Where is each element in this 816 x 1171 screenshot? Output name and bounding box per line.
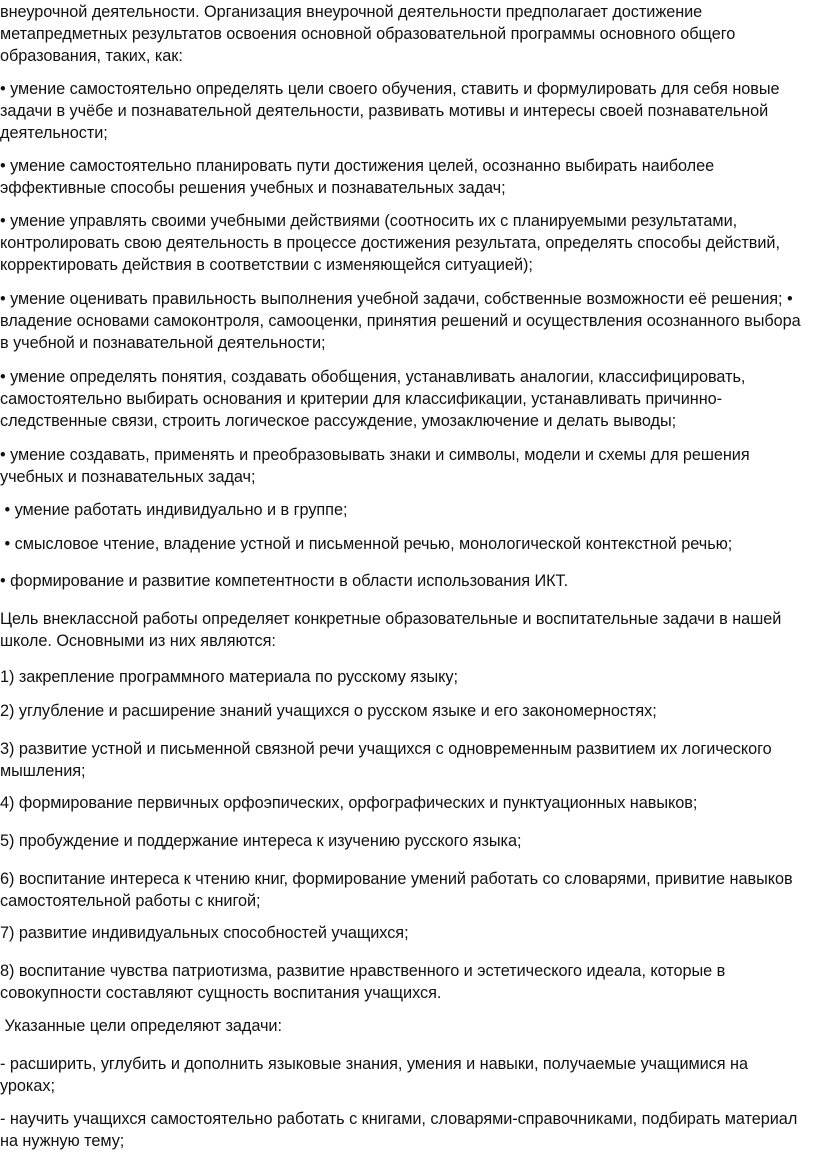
paragraph: [0, 960, 816, 1004]
text-line: 7) развитие индивидуальных способностей учащихся;: [0, 924, 409, 942]
text-line: следственные связи, строить логическое рассуждение, умозаключение и делать выводы;: [0, 412, 677, 430]
text-line: мышления;: [0, 762, 86, 780]
text-line: задачи в учёбе и познавательной деятельности, развивать мотивы и интересы своей познавательной: [0, 102, 769, 120]
paragraph: [0, 155, 816, 199]
text-line: • умение создавать, применять и преобразовывать знаки и символы, модели и схемы для решения: [0, 446, 750, 464]
paragraph: [0, 1108, 816, 1152]
paragraph: [0, 444, 816, 488]
paragraph: [0, 1053, 816, 1097]
text-line: контролировать свою деятельность в процессе достижения результата, определять способы действий,: [0, 234, 780, 252]
text-line: • формирование и развитие компетентности в области использования ИКТ.: [0, 572, 569, 590]
paragraph: [0, 700, 816, 722]
paragraph: [0, 1015, 816, 1037]
paragraph: [0, 868, 816, 912]
text-line: образования, таких, как:: [0, 47, 183, 65]
paragraph: [0, 78, 816, 144]
text-line: в учебной и познавательной деятельности;: [0, 334, 326, 352]
text-line: 2) углубление и расширение знаний учащихся о русском языке и его закономерностях;: [0, 702, 657, 720]
text-line: совокупности составляют сущность воспитания учащихся.: [0, 984, 442, 1002]
paragraph: [0, 738, 816, 782]
paragraph: [0, 210, 816, 276]
text-line: 8) воспитание чувства патриотизма, развитие нравственного и эстетического идеала, которые в: [0, 962, 726, 980]
text-line: эффективные способы решения учебных и познавательных задач;: [0, 179, 506, 197]
paragraph: [0, 666, 816, 688]
text-line: 5) пробуждение и поддержание интереса к изучению русского языка;: [0, 832, 522, 850]
text-line: - расширить, углубить и дополнить языковые знания, умения и навыки, получаемые учащимися на: [0, 1055, 748, 1073]
text-line: - научить учащихся самостоятельно работать с книгами, словарями-справочниками, подбирать материал: [0, 1110, 798, 1128]
paragraph: [0, 570, 816, 592]
text-line: 4) формирование первичных орфоэпических, орфографических и пунктуационных навыков;: [0, 794, 698, 812]
text-line: владение основами самоконтроля, самооценки, принятия решений и осуществления осознанного выбора: [0, 312, 801, 330]
text-line: школе. Основными из них являются:: [0, 632, 276, 650]
text-line: 3) развитие устной и письменной связной речи учащихся с одновременным развитием их логического: [0, 740, 772, 758]
paragraph: [0, 608, 816, 652]
text-line: 6) воспитание интереса к чтению книг, формирование умений работать со словарями, привитие навыков: [0, 870, 793, 888]
text-line: • умение работать индивидуально и в группе;: [0, 501, 348, 519]
paragraph: [0, 830, 816, 852]
text-line: уроках;: [0, 1077, 55, 1095]
text-line: • смысловое чтение, владение устной и письменной речью, монологической контекстной речью;: [0, 535, 733, 553]
text-line: • умение самостоятельно определять цели своего обучения, ставить и формулировать для себя новые: [0, 80, 780, 98]
text-line: • умение управлять своими учебными действиями (соотносить их с планируемыми результатами,: [0, 212, 738, 230]
paragraph: [0, 922, 816, 944]
paragraph: [0, 366, 816, 432]
text-line: самостоятельно выбирать основания и критерии для классификации, устанавливать причинно-: [0, 390, 723, 408]
paragraph: [0, 288, 816, 354]
text-line: самостоятельной работы с книгой;: [0, 892, 261, 910]
paragraph: [0, 792, 816, 814]
text-line: внеурочной деятельности. Организация внеурочной деятельности предполагает достижение: [0, 3, 703, 21]
text-line: метапредметных результатов освоения основной образовательной программы основного общего: [0, 25, 736, 43]
text-line: учебных и познавательных задач;: [0, 468, 256, 486]
text-line: • умение оценивать правильность выполнения учебной задачи, собственные возможности её решения; •: [0, 290, 793, 308]
text-line: • умение определять понятия, создавать обобщения, устанавливать аналогии, классифицировать,: [0, 368, 746, 386]
text-line: корректировать действия в соответствии с изменяющейся ситуацией);: [0, 256, 533, 274]
text-line: • умение самостоятельно планировать пути достижения целей, осознанно выбирать наиболее: [0, 157, 715, 175]
text-line: Указанные цели определяют задачи:: [0, 1017, 282, 1035]
text-line: 1) закрепление программного материала по русскому языку;: [0, 668, 458, 686]
paragraph: [0, 499, 816, 521]
text-line: деятельности;: [0, 124, 108, 142]
paragraph: [0, 1, 816, 67]
text-line: на нужную тему;: [0, 1132, 125, 1150]
paragraph: [0, 533, 816, 555]
text-line: Цель внеклассной работы определяет конкретные образовательные и воспитательные задачи в нашей: [0, 610, 782, 628]
